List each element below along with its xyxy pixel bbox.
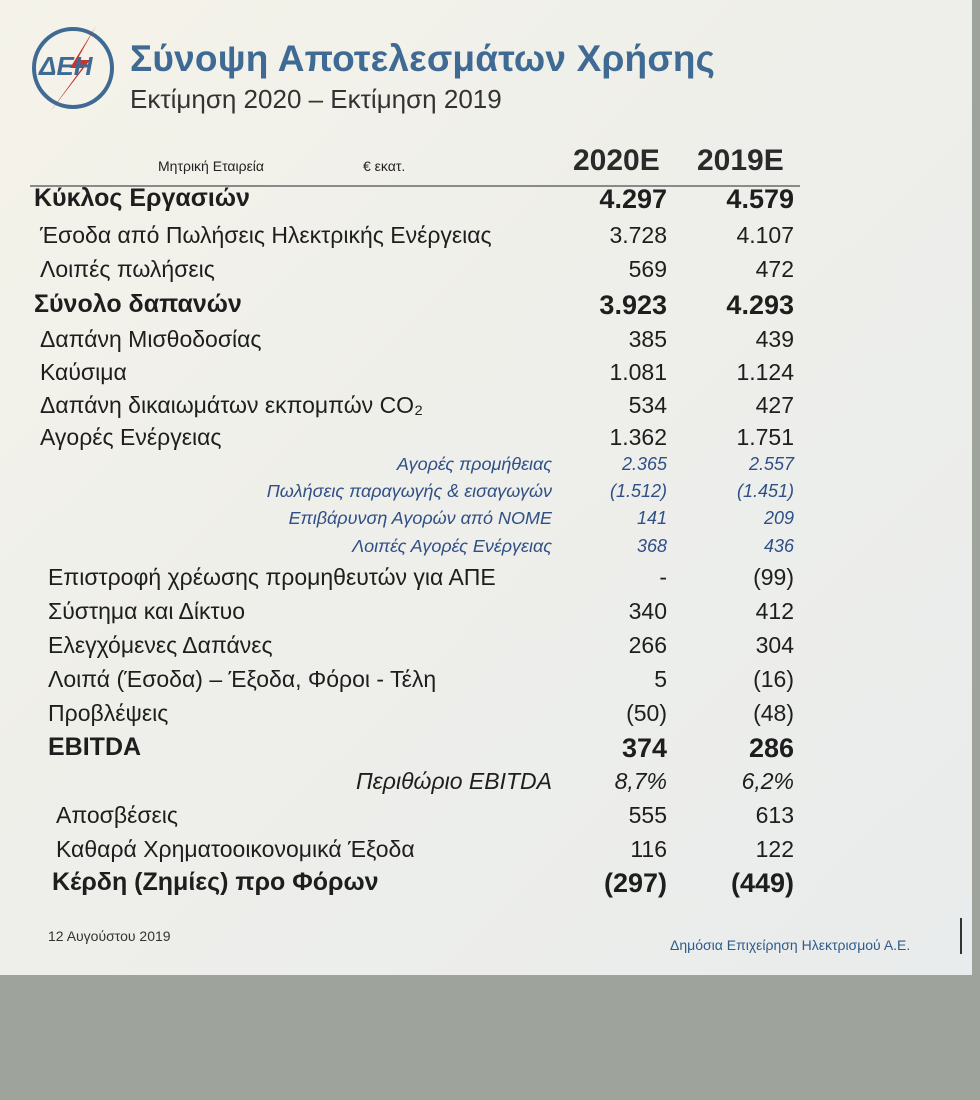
value-2019: 304 bbox=[755, 632, 794, 658]
row-label: Δαπάνη δικαιωμάτων εκπομπών CO₂ bbox=[40, 392, 423, 418]
value-2019: 122 bbox=[755, 836, 794, 862]
row-label: Έσοδα από Πωλήσεις Ηλεκτρικής Ενέργειας bbox=[40, 222, 492, 248]
value-2019: 427 bbox=[755, 392, 794, 418]
value-2019: 4.107 bbox=[736, 222, 794, 248]
value-2019: 6,2% bbox=[741, 768, 794, 794]
value-2019: 412 bbox=[755, 598, 794, 624]
row-label: Περιθώριο EBITDA bbox=[356, 768, 552, 794]
value-2020: - bbox=[659, 564, 667, 590]
row-label: EBITDA bbox=[48, 733, 142, 761]
entity-label: Μητρική Εταιρεία bbox=[158, 158, 265, 174]
row-label: Καθαρά Χρηματοοικονομικά Έξοδα bbox=[56, 836, 415, 862]
value-2020: 1.362 bbox=[609, 424, 667, 450]
value-2020: 266 bbox=[628, 632, 667, 658]
value-2019: (99) bbox=[753, 564, 794, 590]
value-2020: (50) bbox=[626, 700, 667, 726]
value-2020: 1.081 bbox=[609, 359, 667, 385]
document-title: Σύνοψη Αποτελεσμάτων Χρήσης bbox=[130, 38, 716, 79]
row-label: Αγορές Ενέργειας bbox=[40, 424, 222, 450]
row-label: Λοιπά (Έσοδα) – Έξοδα, Φόροι - Τέλη bbox=[48, 666, 437, 692]
document-subtitle: Εκτίμηση 2020 – Εκτίμηση 2019 bbox=[130, 84, 502, 114]
value-2020: 2.365 bbox=[621, 454, 667, 474]
logo-letters: ΔΕΗ bbox=[39, 51, 93, 81]
row-label: Πωλήσεις παραγωγής & εισαγωγών bbox=[266, 481, 552, 501]
row-label: Ελεγχόμενες Δαπάνες bbox=[48, 632, 273, 658]
value-2020: (1.512) bbox=[609, 481, 667, 501]
footer-date: 12 Αυγούστου 2019 bbox=[48, 928, 171, 944]
row-label: Επιβάρυνση Αγορών από ΝΟΜΕ bbox=[288, 508, 552, 528]
value-2020: 385 bbox=[628, 326, 667, 352]
row-label: Σύστημα και Δίκτυο bbox=[48, 598, 245, 624]
footer-company: Δημόσια Επιχείρηση Ηλεκτρισμού Α.Ε. bbox=[670, 937, 911, 953]
value-2019: (449) bbox=[730, 868, 794, 898]
row-label: Αποσβέσεις bbox=[56, 802, 178, 828]
value-2019: 1.124 bbox=[736, 359, 794, 385]
value-2020: 141 bbox=[636, 508, 667, 528]
row-label: Προβλέψεις bbox=[48, 700, 169, 726]
value-2020: 368 bbox=[636, 536, 667, 556]
value-2020: 374 bbox=[621, 733, 667, 763]
value-2020: 3.923 bbox=[599, 290, 667, 320]
footer-divider bbox=[960, 918, 962, 954]
value-2020: 116 bbox=[630, 836, 667, 862]
value-2019: 2.557 bbox=[748, 454, 794, 474]
value-2019: (16) bbox=[753, 666, 794, 692]
value-2020: 569 bbox=[628, 256, 667, 282]
column-header-2020: 2020E bbox=[573, 144, 660, 177]
value-2019: 4.579 bbox=[726, 184, 794, 214]
unit-label: € εκατ. bbox=[363, 158, 406, 174]
row-label: Δαπάνη Μισθοδοσίας bbox=[40, 326, 262, 352]
value-2019: 4.293 bbox=[726, 290, 794, 320]
row-label: Λοιπές πωλήσεις bbox=[40, 256, 215, 282]
row-label: Κέρδη (Ζημίες) προ Φόρων bbox=[52, 868, 379, 896]
value-2020: 534 bbox=[628, 392, 667, 418]
row-label: Αγορές προμήθειας bbox=[396, 454, 552, 474]
value-2020: 5 bbox=[654, 666, 667, 692]
row-label: Καύσιμα bbox=[40, 359, 127, 385]
value-2020: 4.297 bbox=[599, 184, 667, 214]
value-2019: 1.751 bbox=[736, 424, 794, 450]
value-2020: 8,7% bbox=[614, 768, 667, 794]
column-header-2019: 2019E bbox=[697, 144, 784, 177]
row-label: Κύκλος Εργασιών bbox=[34, 184, 250, 212]
value-2019: 286 bbox=[748, 733, 794, 763]
value-2019: (1.451) bbox=[736, 481, 794, 501]
row-label: Επιστροφή χρέωσης προμηθευτών για ΑΠΕ bbox=[48, 564, 496, 590]
row-label: Σύνολο δαπανών bbox=[34, 290, 242, 318]
value-2020: 340 bbox=[628, 598, 667, 624]
value-2020: 3.728 bbox=[609, 222, 667, 248]
value-2019: 613 bbox=[755, 802, 794, 828]
value-2019: (48) bbox=[753, 700, 794, 726]
dei-logo bbox=[30, 22, 116, 114]
value-2019: 436 bbox=[763, 536, 794, 556]
row-label: Λοιπές Αγορές Ενέργειας bbox=[352, 536, 552, 556]
value-2019: 209 bbox=[763, 508, 794, 528]
value-2019: 472 bbox=[755, 256, 794, 282]
value-2020: 555 bbox=[628, 802, 667, 828]
value-2020: (297) bbox=[603, 868, 667, 898]
value-2019: 439 bbox=[755, 326, 794, 352]
